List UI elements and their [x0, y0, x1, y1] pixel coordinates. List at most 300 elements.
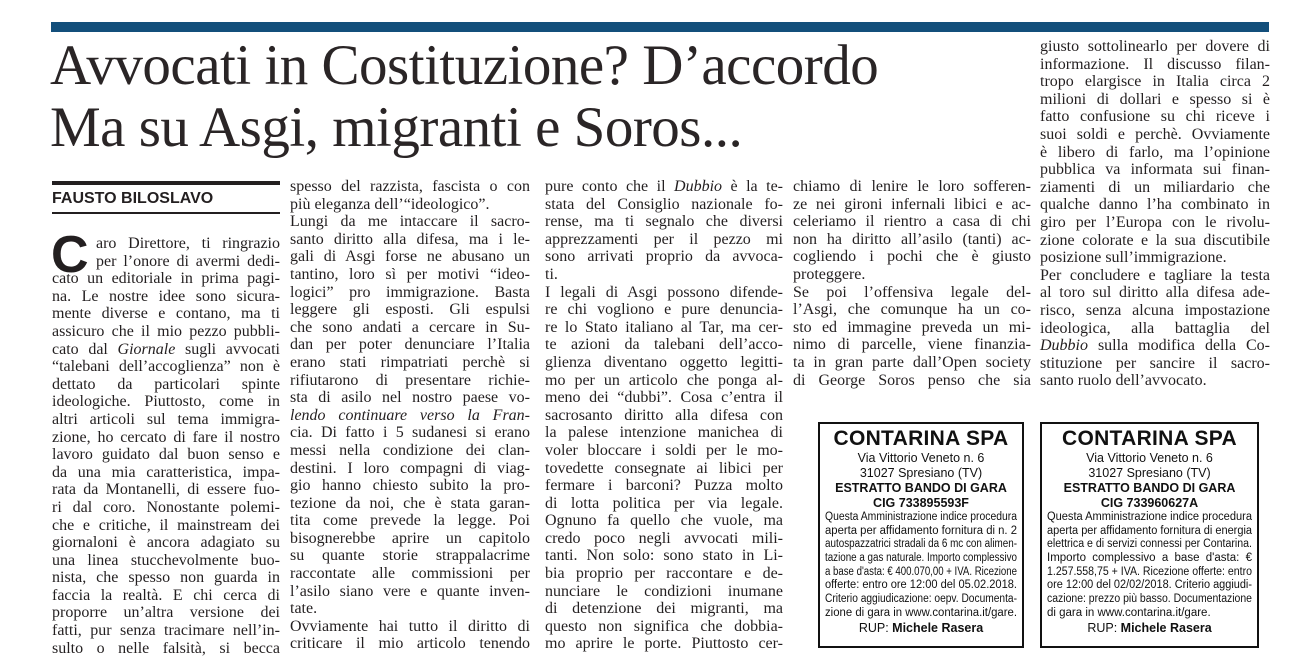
text-line: [545, 372, 783, 390]
text: di lotta politica per via legale.: [545, 494, 783, 512]
text-line-content: [545, 424, 783, 441]
text: tate.: [290, 600, 318, 618]
text-line: [1047, 566, 1252, 580]
text-line: [52, 499, 280, 517]
text-line: [52, 622, 280, 640]
text-line-content: [825, 552, 1017, 566]
text: fatto confusione su chi riceve i: [1040, 108, 1270, 126]
article-column-5: [1040, 38, 1270, 390]
text-line: [52, 464, 280, 482]
article-column-3: [545, 178, 783, 653]
text-line: [52, 534, 280, 552]
text-line-content: [52, 499, 280, 516]
text: sugli avvocati: [175, 340, 280, 358]
section-color-bar: [51, 22, 1269, 32]
text: ore 12:00 del 02/02/2018. Criterio aggiudi-: [1047, 579, 1252, 592]
text: spesso del razzista, fascista o con: [290, 178, 530, 195]
text: giornaloni è ancora adagiato su: [52, 534, 280, 552]
text: milioni di dollari e spesso si è: [1040, 90, 1270, 108]
text-line: [825, 511, 1017, 525]
text-line: [545, 547, 783, 565]
text: 1.257.558,75 + IVA. Ricezione offerte: entro: [1047, 565, 1252, 578]
text-line: [825, 552, 1017, 566]
text-line-content: [52, 517, 280, 534]
text: Importo complessivo a base d'asta: €: [1047, 552, 1252, 565]
text-line: [52, 481, 280, 499]
text-line-content: [793, 248, 1031, 265]
text-line: [1047, 511, 1252, 525]
text: aperta per affidamento fornitura di n. 2: [825, 524, 1017, 537]
text-line: [52, 640, 280, 658]
text-line-content: [825, 511, 1017, 525]
text: Questa Amministrazione indice procedura: [825, 511, 1017, 523]
ad-address: Via Vittorio Veneto n. 6: [857, 451, 985, 465]
text-line-content: [1047, 566, 1252, 580]
text-line: [1040, 249, 1270, 267]
text-line-content: [290, 389, 530, 406]
text-line-content: [290, 495, 530, 512]
text-line-content: [290, 618, 530, 635]
text-line-content: [1040, 73, 1270, 90]
text: più eleganza dell’“ideologico”.: [290, 195, 490, 213]
text-line: [1040, 179, 1270, 197]
text-line: [290, 248, 530, 266]
text-line: [52, 517, 280, 535]
text-line: [290, 512, 530, 530]
text-line: [1040, 73, 1270, 91]
text-line-content: [793, 266, 865, 284]
text-line: [290, 547, 530, 565]
text: di detenzione dei migranti, ma: [545, 600, 783, 618]
text-line: [290, 583, 530, 601]
text-line: [825, 566, 1017, 580]
text-line: [290, 389, 530, 407]
text-line: [290, 372, 530, 390]
text: di gara in www.contarina.it/gare.: [1047, 606, 1211, 619]
text-line-content: [1047, 593, 1252, 607]
italic-text: Dubbio: [674, 178, 723, 195]
text: che sono andati a cercare in Su-: [290, 318, 530, 336]
text-line-content: [52, 376, 280, 393]
text-line: [52, 411, 280, 429]
text-line: [545, 213, 783, 231]
ad-city: 31027 Spresiano (TV): [859, 466, 983, 480]
text-line-content: [545, 600, 783, 617]
text: questo non significa che dobbia-: [545, 617, 783, 635]
text-line: [290, 336, 530, 354]
text-line: [290, 319, 530, 337]
text: aro Direttore, ti ringrazio: [96, 235, 280, 252]
text-line: [1040, 161, 1270, 179]
text-line-content: [545, 266, 558, 284]
rup-name: Michele Rasera: [1120, 620, 1212, 635]
text-line: [290, 530, 530, 548]
text-line: [52, 393, 280, 411]
text-line: [1047, 607, 1252, 621]
text: mo per un articolo che ponga al-: [545, 371, 783, 389]
text-line: [52, 323, 280, 341]
tender-notice-ad: [818, 422, 1024, 648]
text-line-content: [825, 579, 1017, 593]
text: chiamo di lenire le loro sofferen-: [793, 178, 1031, 195]
text-line: [545, 196, 783, 214]
text-line-content: [1040, 214, 1270, 231]
text-line: [825, 607, 1017, 621]
text: na. Le nostre idee sono sicura-: [52, 287, 280, 305]
text-line-content: [1040, 232, 1270, 249]
text-line-content: [545, 565, 783, 582]
text: proteggere.: [793, 265, 866, 283]
text: Criterio aggiudicazione: oepv. Documenta-: [825, 593, 1017, 606]
text: offerte: entro ore 12:00 del 05.02.2018.: [825, 579, 1017, 592]
text-line-content: [825, 566, 1017, 580]
text-line-content: [290, 213, 530, 230]
text-line: [1047, 525, 1252, 539]
text-line: [793, 354, 1031, 372]
text-line: [545, 266, 783, 284]
text-line-content: [545, 372, 783, 389]
text: ze nei gironi infernali libici e ac-: [793, 195, 1031, 213]
text: Ovviamente hai tutto il diritto di: [290, 617, 530, 635]
text-line: [290, 618, 530, 636]
text: è la te-: [722, 178, 783, 195]
text-line-content: [52, 640, 280, 657]
text-line-content: [290, 460, 530, 477]
text-line: [793, 336, 1031, 354]
text-line: [290, 196, 530, 214]
text-line: [52, 587, 280, 605]
text-line: [52, 376, 280, 394]
text-line-content: [52, 446, 280, 463]
text-line-content: [793, 231, 1031, 248]
text: cato un editoriale in prima pagi-: [52, 270, 280, 288]
text: nunciare le condizioni inumane: [545, 582, 783, 600]
text: elettrica e di servizi connessi per Contarina.: [1047, 538, 1252, 551]
text-line: [793, 231, 1031, 249]
text: ri dal coro. Nonostante polemi-: [52, 498, 280, 516]
ad-cig: CIG 733960627A: [1100, 496, 1199, 510]
text: una linea stucchevolmente buo-: [52, 551, 280, 569]
text: gio hanno chiesto subito la pro-: [290, 477, 530, 495]
text: giusto sottolinearlo per dovere di: [1040, 38, 1270, 55]
text-line: [52, 341, 280, 359]
text-line: [1047, 593, 1252, 607]
text-line: [52, 429, 280, 447]
text-line-content: [290, 266, 530, 283]
text: fatti, pur senza tracimare nell’in-: [52, 622, 280, 640]
text-line-content: [793, 354, 1031, 371]
text-line: [1047, 538, 1252, 552]
text-line: [793, 284, 1031, 302]
text-line: [545, 635, 783, 653]
text-line: [545, 618, 783, 636]
text-line-content: [290, 354, 530, 371]
text-line-content: [1040, 179, 1270, 196]
text-line: [545, 319, 783, 337]
text: autospazzatrici stradali da 6 mc con alimen-: [825, 538, 1017, 551]
text: tezione da noi, che è stata garan-: [290, 494, 530, 512]
text-line-content: [545, 389, 783, 406]
text-line: [1040, 232, 1270, 250]
text: re chi vogliono e pure denuncia-: [545, 301, 783, 319]
ad-rup: [1047, 621, 1252, 636]
text: ti.: [545, 265, 558, 283]
text: tovedette consegnate ai libici per: [545, 459, 783, 477]
text-line: [1040, 284, 1270, 302]
text: che e critiche, il mainstream dei: [52, 516, 280, 534]
text-line-content: [96, 253, 280, 270]
text-line-content: [545, 354, 783, 371]
text: destini. I loro compagni di viag-: [290, 459, 530, 477]
text-line-content: [96, 235, 280, 252]
text-line: [545, 424, 783, 442]
text-line: [290, 635, 530, 653]
text: re lo Stato italiano al Tar, ma cer-: [545, 318, 783, 336]
text-line-content: [825, 593, 1017, 607]
text-line-content: [825, 607, 1017, 621]
text: santo ruolo dell’avvocato.: [1040, 372, 1207, 390]
text-line-content: [545, 512, 783, 529]
text-line-content: [793, 301, 1031, 318]
text: stata del Consiglio nazionale fo-: [545, 195, 783, 213]
text-line: [793, 319, 1031, 337]
text-line-content: [52, 323, 280, 340]
text-line: [290, 231, 530, 249]
text-line: [545, 530, 783, 548]
text-line-content: [52, 569, 280, 586]
text-line: [545, 600, 783, 618]
ad-cig: CIG 733895593F: [873, 496, 969, 510]
text: ta in gran parte dall’Open society: [793, 353, 1031, 371]
text-line: [793, 213, 1031, 231]
text-line-content: [545, 301, 783, 318]
text-line-content: [1040, 144, 1270, 161]
text: di George Soros penso che sia: [793, 371, 1031, 389]
text-line-content: [545, 178, 783, 195]
text-line: [52, 552, 280, 570]
rup-name: Michele Rasera: [892, 620, 984, 635]
text-line-content: [545, 248, 783, 265]
text: logici” pro immigrazione. Basta: [290, 283, 530, 301]
text: su quante storie strappalacrime: [290, 547, 530, 565]
text: suoi soldi e perchè. Ovviamente: [1040, 125, 1270, 143]
text-line: [545, 336, 783, 354]
text: cato dal: [52, 340, 118, 358]
ad-rup: [825, 621, 1017, 636]
text-line: [793, 178, 1031, 196]
text-line-content: [52, 552, 280, 569]
text-line-content: [1040, 161, 1270, 178]
text-line-content: [290, 442, 530, 459]
ad-company: CONTARINA SPA: [833, 427, 1009, 450]
text: sulto o nelle falsità, si becca: [52, 639, 280, 657]
text-line: [290, 460, 530, 478]
text-line: [52, 358, 280, 376]
italic-text: Giornale: [117, 340, 176, 358]
text-line: [793, 301, 1031, 319]
text-line-content: [52, 429, 280, 446]
text-line-content: [52, 587, 280, 604]
text-line-content: [793, 284, 1031, 301]
text-line: [545, 301, 783, 319]
text-line-content: [1040, 284, 1270, 301]
text-line-content: [1040, 302, 1270, 319]
text-line-content: [545, 477, 783, 494]
text-line: [545, 178, 783, 196]
text-line-content: [545, 495, 783, 512]
text: mente diverse e contano, ma ti: [52, 305, 280, 323]
text: celeriamo il rientro a casa di chi: [793, 213, 1031, 231]
text: te azioni da talebani dell’acco-: [545, 336, 783, 354]
text: Questa Amministrazione indice procedura: [1047, 511, 1252, 523]
text-line-content: [545, 196, 783, 213]
text-line-content: [290, 248, 530, 265]
text-line: [1047, 579, 1252, 593]
text-line: [290, 442, 530, 460]
text-line: [1040, 144, 1270, 162]
text-line-content: [1047, 607, 1211, 621]
text: al toro sul diritto alla difesa ade-: [1040, 284, 1270, 302]
text: cia. Di fatto i 5 sudanesi si erano: [290, 424, 530, 442]
text: santo diritto alla difesa, ma i le-: [290, 230, 530, 248]
text-line-content: [290, 547, 530, 564]
text: glienza diventano oggetto legitti-: [545, 353, 783, 371]
text-line: [1040, 56, 1270, 74]
text: assicuro che il mio pezzo pubbli-: [52, 322, 280, 340]
text-line-content: [1040, 337, 1270, 354]
text-line-content: [290, 231, 530, 248]
text: posizione sull’immigrazione.: [1040, 249, 1227, 267]
italic-text: Dubbio: [1040, 337, 1088, 355]
text: erano stati rimpatriati perchè si: [290, 353, 530, 371]
text: zione colorate e la sua discutibile: [1040, 231, 1270, 249]
ad-company: CONTARINA SPA: [1061, 427, 1237, 450]
text-line: [290, 178, 530, 196]
text-line-content: [545, 583, 783, 600]
text-line: [545, 495, 783, 513]
text: nista, che spesso non guarda in: [52, 569, 280, 587]
text-line: [545, 354, 783, 372]
text-line-content: [52, 341, 280, 358]
text-line: [1040, 355, 1270, 373]
text-line-content: [545, 618, 783, 635]
text-line: [290, 354, 530, 372]
text: stituzione per sancire il sacro-: [1040, 354, 1270, 372]
text: zione, ho cercato di fare il nostro: [52, 428, 280, 446]
text-line-content: [1040, 126, 1270, 143]
text-line-content: [290, 583, 530, 600]
text-line: [52, 446, 280, 464]
text: aperta per affidamento fornitura di energia: [1047, 524, 1252, 537]
text-line: [545, 460, 783, 478]
text-line-content: [545, 460, 783, 477]
text-line-content: [793, 319, 1031, 336]
article-column-2: [290, 178, 530, 653]
text-line: [1047, 552, 1252, 566]
text-line-content: [1047, 538, 1252, 552]
text: tita come prevede la legge. Poi: [290, 512, 530, 530]
text-line-content: [1047, 511, 1252, 525]
text-line-content: [52, 622, 280, 639]
text-line-content: [290, 565, 530, 582]
text-line: [825, 579, 1017, 593]
italic-text: lendo continuare verso la Fran-: [290, 406, 530, 424]
text-line-content: [290, 178, 530, 195]
text: rata da Montanelli, di essere fuo-: [52, 481, 280, 499]
text-line: [1040, 38, 1270, 56]
text: dan per poter denunciare l’Italia: [290, 336, 530, 354]
text-line: [545, 284, 783, 302]
text-line: [1040, 108, 1270, 126]
text-line-content: [1040, 196, 1270, 213]
text: qualche danno l’ha combinato in: [1040, 196, 1270, 214]
text-line-content: [1040, 91, 1270, 108]
text: tropo elargisce in Italia circa 2: [1040, 73, 1270, 91]
text-line: [1040, 302, 1270, 320]
text-line-content: [52, 393, 280, 410]
text: credo poco negli avvocati mili-: [545, 529, 783, 547]
text: gali di Asgi forse ne abusano un: [290, 248, 530, 266]
text: cogliendo i pochi che è giusto: [793, 248, 1031, 266]
text: sto ed immagine preveda un mi-: [793, 318, 1031, 336]
text: tanti. Non solo: sono stato in Li-: [545, 547, 783, 565]
text: informazione. Il discusso filan-: [1040, 55, 1270, 73]
text-line-content: [1040, 320, 1270, 337]
text-line: [1040, 214, 1270, 232]
text-line-content: [1047, 552, 1252, 564]
text: Lungi da me intaccare il sacro-: [290, 213, 530, 231]
text-line-content: [545, 547, 783, 564]
text-line-content: [545, 530, 783, 547]
text-line: [545, 389, 783, 407]
text-line: [290, 284, 530, 302]
text-line: [545, 442, 783, 460]
text: è libero di farlo, ma l’opinione: [1040, 143, 1270, 161]
text-line-content: [1040, 38, 1270, 55]
text-line: [52, 604, 280, 622]
rup-label: RUP:: [858, 620, 893, 635]
text-line: [290, 213, 530, 231]
text-line-content: [1040, 249, 1227, 267]
text: leggere gli esposti. Gli espulsi: [290, 301, 530, 319]
text: meno dei “dubbi”. Cosa c’entra il: [545, 389, 783, 407]
text-line: [545, 477, 783, 495]
text: pubblica va informata sui finan-: [1040, 161, 1270, 179]
ad-city: 31027 Spresiano (TV): [1088, 466, 1211, 480]
text-line-content: [52, 411, 280, 428]
text-line-content: [1040, 372, 1207, 390]
text: messi nella condizione dei clan-: [290, 441, 530, 459]
text-line: [825, 525, 1017, 539]
text-line-content: [290, 196, 489, 214]
text-line: [545, 231, 783, 249]
text-line: [290, 301, 530, 319]
text-line-content: [545, 336, 783, 353]
text: da una mia caratteristica, impa-: [52, 463, 280, 481]
text-line: [1040, 91, 1270, 109]
text-line-content: [290, 424, 530, 441]
text-line: [825, 538, 1017, 552]
text: Ognuno fa quello che vuole, ma: [545, 512, 783, 530]
text: risco, senza alcuna impostazione: [1040, 301, 1270, 319]
text: Per concludere e tagliare la testa: [1040, 266, 1270, 284]
text: ideologiche. Piuttosto, come in: [52, 393, 280, 411]
text-line-content: [545, 213, 783, 230]
text-line-content: [52, 604, 280, 621]
text-line-content: [290, 372, 530, 389]
text: altri articoli sul tema immigra-: [52, 410, 280, 428]
text: dettato da particolari spinte: [52, 375, 280, 393]
